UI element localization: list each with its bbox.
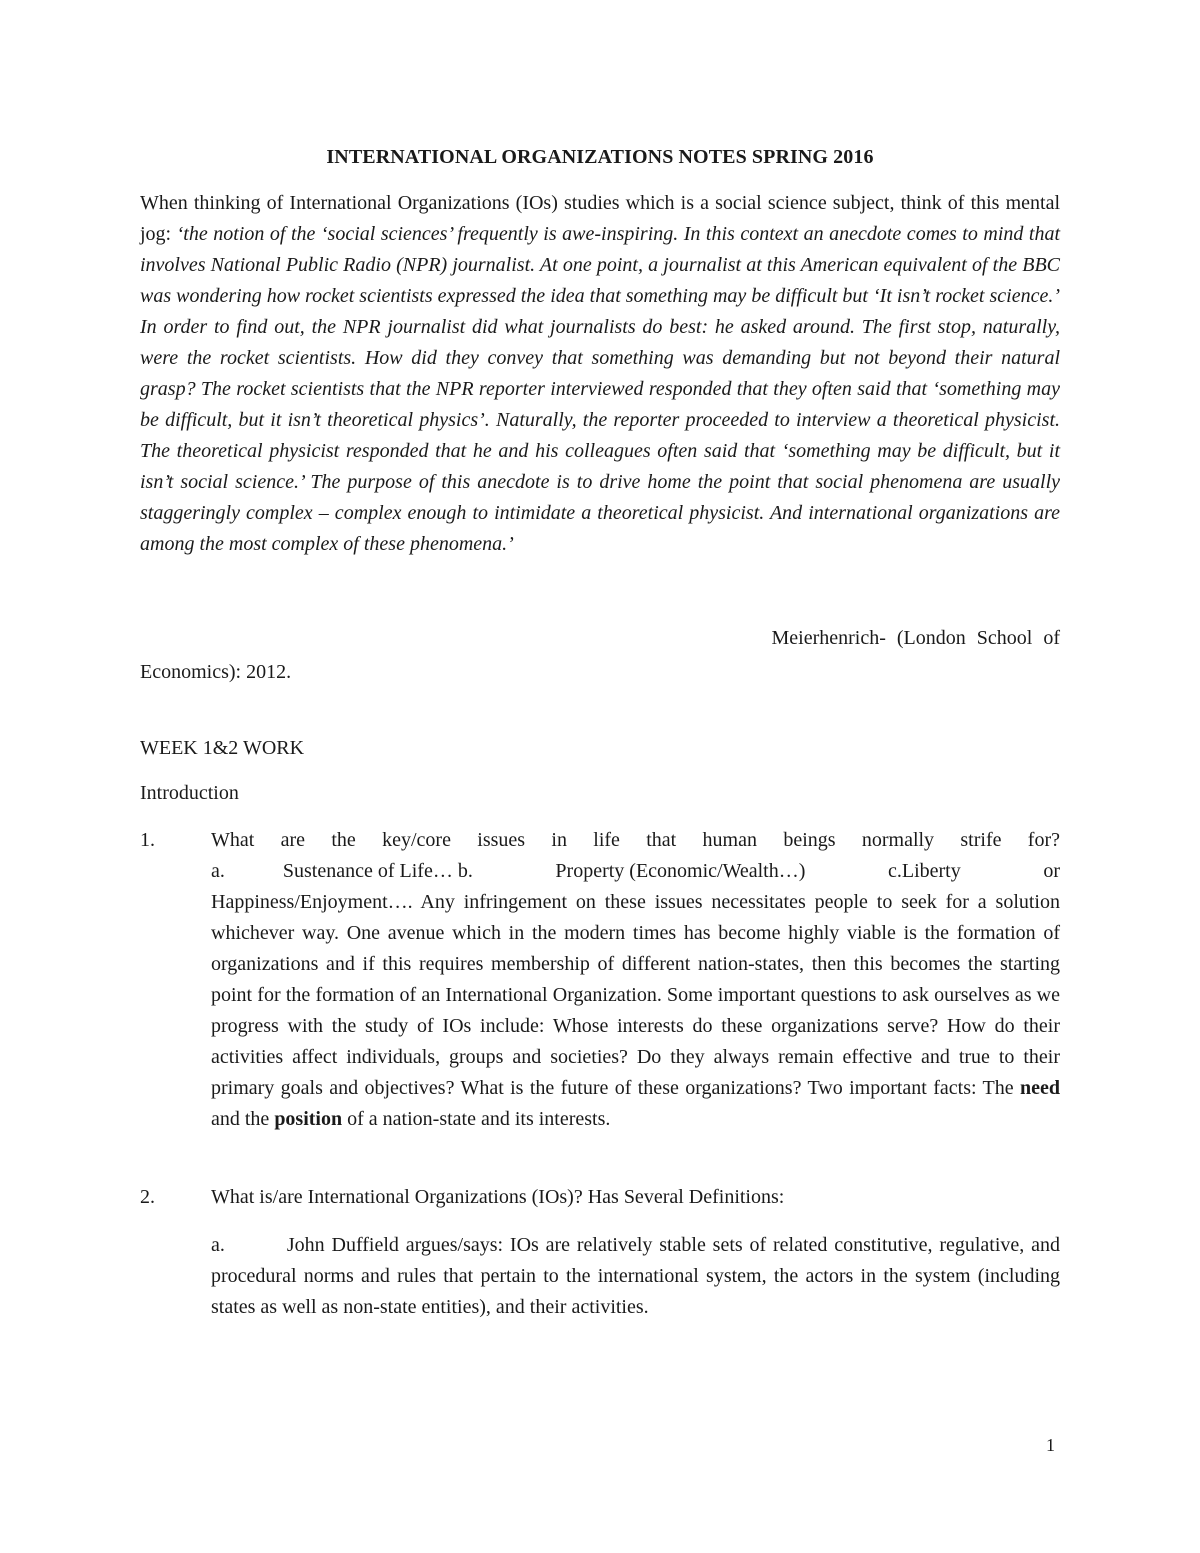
list-item-content: What is/are International Organizations (IOs)? Has Several Definitions: — [211, 1186, 785, 1208]
intro-lead: When thinking of International Organizations (IOs) studies which is a social science subject, think of this mental jog: — [140, 192, 1060, 245]
sub-a-label: a. — [211, 860, 225, 882]
sub-item — [211, 1230, 1060, 1323]
sub-c-text: c.Liberty — [887, 860, 961, 882]
list-item-number: 2. — [140, 1186, 155, 1208]
list-item-content — [211, 825, 1060, 1135]
sub-item-label: a. — [211, 1234, 225, 1256]
quote-attribution — [140, 623, 1060, 688]
list-item — [140, 825, 1060, 1135]
list-item-number: 1. — [140, 829, 155, 851]
bold-need: need — [1020, 1077, 1060, 1099]
list-item — [140, 1182, 1060, 1213]
paragraph-text: of a nation-state and its interests. — [342, 1108, 611, 1130]
paragraph-text: and the — [211, 1108, 275, 1130]
list-item-paragraph — [211, 887, 1060, 1135]
intro-quote: ‘the notion of the ‘social sciences’ frequently is awe-inspiring. In this context an anecdote comes to mind that involves National Public Radio (NPR) journalist. At one point, a journalist at this American equivalent of the BBC was wondering how rocket scientists expressed the idea that something may be difficult but ‘It isn’t rocket science.’ In order to find out, the NPR journalist did what journalists do best: he asked around. The first stop, naturally, were the rocket scientists. How did they convey that something was demanding but not beyond their natural grasp? The rocket scientists that the NPR reporter interviewed responded that they often said that ‘something may be difficult, but it isn’t theoretical physics’. Naturally, the reporter proceeded to interview a theoretical physicist. The theoretical physicist responded that he and his colleagues often said that ‘something may be difficult, but it isn’t social science.’ The purpose of this anecdote is to drive home the point that social phenomena are usually staggeringly complex – complex enough to intimidate a theoretical physicist. And international organizations are among the most complex of these phenomena.’ — [140, 223, 1061, 555]
list-item-line: What are the key/core issues in life that human beings normally strife for? — [211, 829, 1060, 851]
paragraph-text: Happiness/Enjoyment…. Any infringement on these issues necessitates people to seek for a solution whichever way. One avenue which in the modern times has become highly viable is the formation of organizations and if this requires membership of different nation-states, then this becomes the starting point for the formation of an International Organization. Some important questions to ask ourselves as we progress with the study of IOs include: Whose interests do these organizations serve? How do their activities affect individuals, groups and societies? Do they always remain effective and true to their primary goals and objectives? What is the future of these organizations? Two important facts: The — [211, 891, 1060, 1099]
sub-item-text: John Duffield argues/says: IOs are relatively stable sets of related constitutive, regulative, and procedural norms and rules that pertain to the international system, the actors in the system (including states as well as non-state entities), and their activities. — [211, 1234, 1060, 1318]
bold-position: position — [274, 1108, 343, 1130]
page-number: 1 — [1046, 1435, 1055, 1455]
sub-a-text: Sustenance of Life… b. — [282, 860, 473, 882]
week-heading: WEEK 1&2 WORK — [140, 737, 305, 759]
sub-b-text: Property (Economic/Wealth…) — [555, 860, 806, 882]
document-title: INTERNATIONAL ORGANIZATIONS NOTES SPRING 2016 — [326, 146, 874, 168]
attribution-line-1: Meierhenrich- (London School of — [771, 627, 1060, 649]
section-heading: Introduction — [140, 782, 239, 804]
sub-c-or: or — [1043, 860, 1060, 882]
intro-paragraph — [140, 188, 1060, 560]
list-item-subline — [211, 856, 1060, 887]
attribution-line-2: Economics): 2012. — [140, 661, 292, 683]
sub-a-group — [211, 856, 473, 887]
